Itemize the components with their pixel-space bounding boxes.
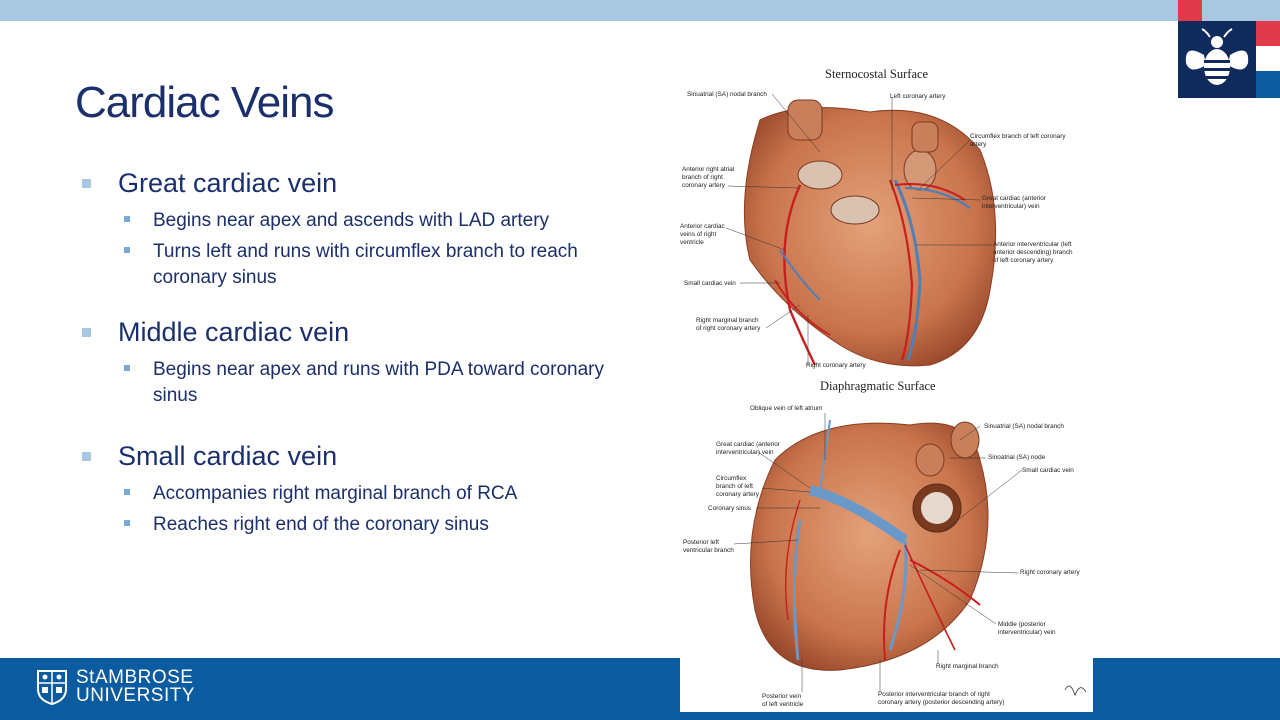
sub-bullet <box>124 512 642 538</box>
sub-bullet <box>124 357 642 409</box>
lbl-b-post-vein: Posterior vein <box>762 693 802 700</box>
lbl-b-post-interv: Posterior interventricular branch of right <box>878 691 990 698</box>
sub-bullet-text: Begins near apex and runs with PDA toward coronary sinus <box>153 359 604 406</box>
corner-logo <box>1178 0 1280 98</box>
lbl-b-coronary-sinus: Coronary sinus <box>708 505 751 512</box>
sub-bullet-text: Reaches right end of the coronary sinus <box>153 514 489 535</box>
sub-bullet <box>124 481 642 507</box>
sub-bullet-text: Accompanies right marginal branch of RCA <box>153 483 518 504</box>
slide-title: Cardiac Veins <box>75 78 334 127</box>
lbl-left-coronary: Left coronary artery <box>890 93 946 100</box>
artist-signature <box>1065 686 1086 695</box>
lbl-ant-right-atrial: Anterior right atrial <box>682 166 735 173</box>
bullet-great-cardiac <box>82 168 642 199</box>
bullet-text: Great cardiac vein <box>118 168 338 198</box>
university-name-line2: UNIVERSITY <box>76 685 196 706</box>
lbl-ant-right-atrial-2: branch of right <box>682 174 723 181</box>
university-name-line1: StAMBROSE <box>76 667 194 688</box>
lbl-circumflex-2: artery <box>970 141 987 148</box>
heart-illustration <box>680 60 1093 712</box>
lbl-b-middle: Middle (posterior <box>998 621 1046 628</box>
sub-bullet-marker <box>124 365 130 371</box>
bee-icon <box>1182 25 1252 93</box>
sub-bullet-text: Begins near apex and ascends with LAD artery <box>153 210 550 231</box>
lbl-oblique: Oblique vein of left atrium <box>750 405 823 412</box>
bullet-text: Middle cardiac vein <box>118 317 350 347</box>
sub-bullet-text: Turns left and runs with circumflex branch to reach coronary sinus <box>153 241 578 288</box>
bullet-marker <box>82 179 91 188</box>
lbl-ant-cardiac: Anterior cardiac <box>680 223 725 230</box>
heart-diaphragmatic <box>751 423 989 670</box>
lbl-b-circumflex: Circumflex <box>716 475 747 482</box>
lbl-b-sa-node: Sinoatrial (SA) node <box>988 454 1046 461</box>
lbl-ant-cardiac-2: veins of right <box>680 231 717 238</box>
lbl-b-circumflex-2: branch of left <box>716 483 753 490</box>
lbl-great-cardiac: Great cardiac (anterior <box>982 195 1046 202</box>
bullet-marker <box>82 328 91 337</box>
lbl-ant-cardiac-3: ventricle <box>680 239 704 246</box>
sternocostal-title: Sternocostal Surface <box>825 67 929 81</box>
lbl-b-post-interv-2: coronary artery (posterior descending artery) <box>878 699 1005 706</box>
sub-bullet-marker <box>124 520 130 526</box>
lbl-great-cardiac-2: interventricular) vein <box>982 203 1040 210</box>
bullet-text: Small cardiac vein <box>118 441 338 471</box>
bullet-marker <box>82 452 91 461</box>
bullet-list <box>82 168 642 538</box>
lbl-b-small-cardiac: Small cardiac vein <box>1022 467 1074 474</box>
top-accent-bar <box>0 0 1178 21</box>
lbl-right-marginal: Right marginal branch <box>696 317 759 324</box>
lbl-b-great-cardiac: Great cardiac (anterior <box>716 441 780 448</box>
sub-bullet-marker <box>124 489 130 495</box>
lbl-ant-right-atrial-3: coronary artery <box>682 182 725 189</box>
sub-bullet-marker <box>124 216 130 222</box>
diaphragmatic-title: Diaphragmatic Surface <box>820 379 936 393</box>
crest-icon <box>36 669 68 705</box>
lbl-ant-interv-3: of left coronary artery <box>993 257 1054 264</box>
lbl-b-post-left-2: ventricular branch <box>683 547 734 554</box>
lbl-b-right-coronary: Right coronary artery <box>1020 569 1080 576</box>
lbl-right-marginal-2: of right coronary artery <box>696 325 761 332</box>
sub-bullet <box>124 208 642 234</box>
university-logo <box>36 669 195 705</box>
bullet-middle-cardiac <box>82 317 642 348</box>
lbl-b-middle-2: interventricular) vein <box>998 629 1056 636</box>
lbl-circumflex: Circumflex branch of left coronary <box>970 133 1066 140</box>
lbl-b-post-vein-2: of left ventricle <box>762 701 804 708</box>
heart-sternocostal <box>744 108 995 366</box>
lbl-b-sa-nodal: Sinuatrial (SA) nodal branch <box>984 423 1064 430</box>
bullet-small-cardiac <box>82 441 642 472</box>
sub-bullet <box>124 239 642 291</box>
lbl-b-right-marginal: Right marginal branch <box>936 663 999 670</box>
lbl-ant-interv: Anterior interventricular (left <box>993 241 1072 248</box>
lbl-right-coronary: Right coronary artery <box>806 362 866 369</box>
lbl-b-post-left: Posterior left <box>683 539 719 546</box>
lbl-b-circumflex-3: coronary artery <box>716 491 759 498</box>
lbl-sa-nodal: Sinuatrial (SA) nodal branch <box>687 91 767 98</box>
lbl-b-great-cardiac-2: interventricular) vein <box>716 449 774 456</box>
lbl-ant-interv-2: anterior descending) branch <box>993 249 1073 256</box>
sub-bullet-marker <box>124 247 130 253</box>
lbl-small-cardiac: Small cardiac vein <box>684 280 736 287</box>
